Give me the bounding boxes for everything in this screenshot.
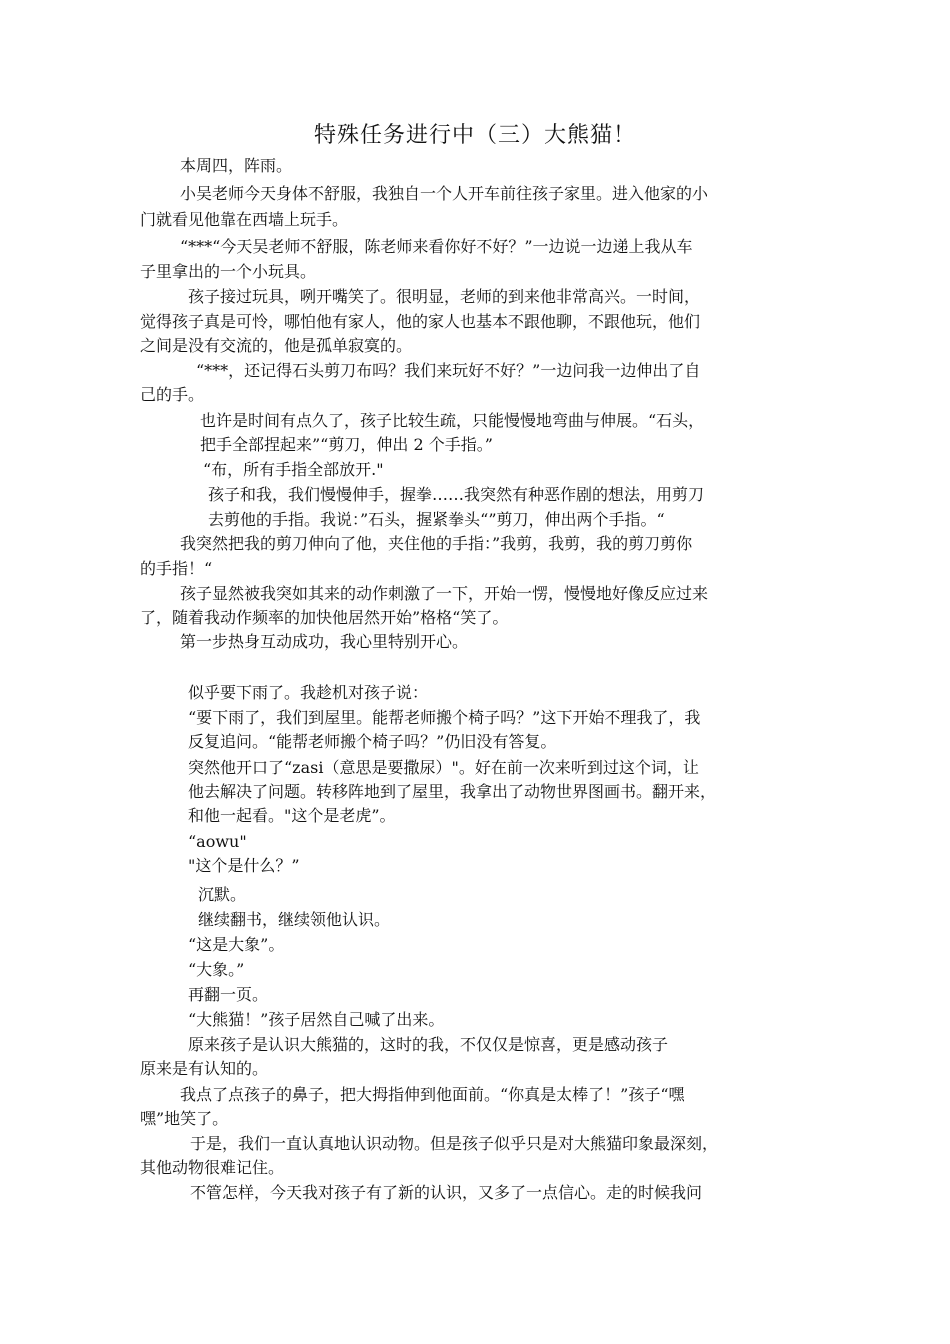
text-line: 孩子接过玩具，咧开嘴笑了。很明显，老师的到来他非常高兴。一时间， bbox=[188, 287, 701, 306]
text-line: 于是，我们一直认真地认识动物。但是孩子似乎只是对大熊猫印象最深刻， bbox=[190, 1134, 719, 1153]
text-line: 突然他开口了“zasi（意思是要撒尿）"。好在前一次来听到过这个词，让 bbox=[188, 758, 699, 777]
text-line: 再翻一页。 bbox=[188, 985, 269, 1004]
text-line: 孩子和我，我们慢慢伸手，握拳……我突然有种恶作剧的想法，用剪刀 bbox=[208, 485, 705, 504]
text-line: 原来孩子是认识大熊猫的，这时的我，不仅仅是惊喜，更是感动孩子 bbox=[188, 1035, 669, 1054]
text-line: “布，所有手指全部放开." bbox=[203, 460, 384, 479]
text-line: “aowu" bbox=[188, 832, 247, 851]
text-line: 继续翻书，继续领他认识。 bbox=[198, 910, 391, 929]
text-line: 的手指！“ bbox=[140, 559, 213, 578]
text-line: “大象。” bbox=[188, 960, 245, 979]
text-line: 第一步热身互动成功，我心里特别开心。 bbox=[180, 632, 469, 651]
text-line: 和他一起看。"这个是老虎”。 bbox=[188, 806, 396, 825]
text-line: “要下雨了，我们到屋里。能帮老师搬个椅子吗？”这下开始不理我了，我 bbox=[188, 708, 701, 727]
text-line: 本周四，阵雨。 bbox=[180, 156, 293, 175]
text-line: 反复追问。“能帮老师搬个椅子吗？”仍旧没有答复。 bbox=[188, 732, 557, 751]
text-line: 去剪他的手指。我说：”石头，握紧拳头“”剪刀，伸出两个手指。“ bbox=[208, 510, 665, 529]
text-line: 己的手。 bbox=[140, 385, 205, 404]
text-line: 觉得孩子真是可怜，哪怕他有家人，他的家人也基本不跟他聊，不跟他玩，他们 bbox=[140, 312, 701, 331]
text-line: 小吴老师今天身体不舒服，我独自一个人开车前往孩子家里。进入他家的小 bbox=[180, 184, 709, 203]
text-line: 沉默。 bbox=[198, 885, 247, 904]
text-line: 也许是时间有点久了，孩子比较生疏，只能慢慢地弯曲与伸展。“石头， bbox=[200, 411, 705, 430]
text-line: 了，随着我动作频率的加快他居然开始”格格“笑了。 bbox=[140, 608, 509, 627]
text-line: 似乎要下雨了。我趁机对孩子说： bbox=[188, 683, 429, 702]
text-line: 其他动物很难记住。 bbox=[140, 1158, 285, 1177]
text-line: “这是大象”。 bbox=[188, 935, 285, 954]
text-line: 把手全部捏起来”“剪刀，伸出 2 个手指。” bbox=[200, 435, 493, 454]
text-line: 子里拿出的一个小玩具。 bbox=[140, 262, 317, 281]
text-line: “***“今天吴老师不舒服，陈老师来看你好不好？”一边说一边递上我从车 bbox=[180, 237, 693, 256]
document-title: 特殊任务进行中（三）大熊猫！ bbox=[313, 123, 636, 148]
text-line: 他去解决了问题。转移阵地到了屋里，我拿出了动物世界图画书。翻开来， bbox=[188, 782, 717, 801]
text-line: 原来是有认知的。 bbox=[140, 1059, 269, 1078]
text-line: 我突然把我的剪刀伸向了他，夹住他的手指：”我剪，我剪，我的剪刀剪你 bbox=[180, 534, 693, 553]
text-line: 不管怎样，今天我对孩子有了新的认识，又多了一点信心。走的时候我问 bbox=[190, 1183, 703, 1202]
text-line: "这个是什么？” bbox=[188, 856, 300, 875]
text-line: 门就看见他靠在西墙上玩手。 bbox=[140, 210, 349, 229]
text-line: 嘿”地笑了。 bbox=[140, 1109, 229, 1128]
text-line: 孩子显然被我突如其来的动作刺激了一下，开始一愣，慢慢地好像反应过来 bbox=[180, 584, 709, 603]
text-line: “***，还记得石头剪刀布吗？我们来玩好不好？”一边问我一边伸出了自 bbox=[196, 361, 701, 380]
text-line: 之间是没有交流的，他是孤单寂寞的。 bbox=[140, 336, 413, 355]
text-line: 我点了点孩子的鼻子，把大拇指伸到他面前。“你真是太棒了！”孩子“嘿 bbox=[180, 1085, 685, 1104]
text-line: “大熊猫！”孩子居然自己喊了出来。 bbox=[188, 1010, 445, 1029]
